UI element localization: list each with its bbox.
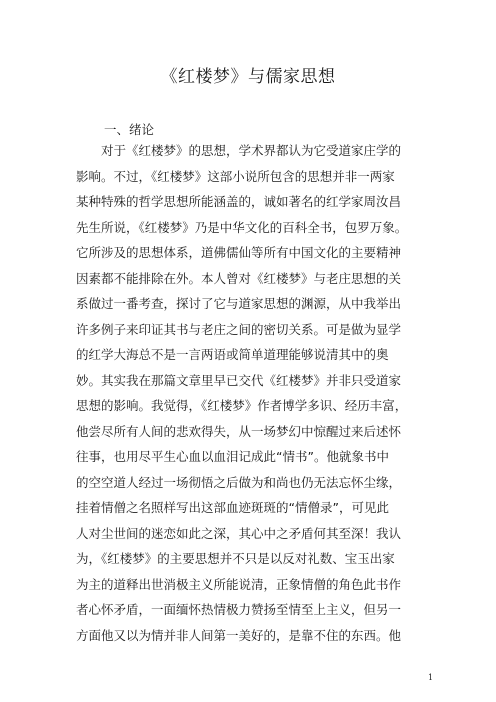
body-text [76, 138, 426, 648]
text-line: 思想的影响。我觉得，《红楼梦》作者博学多识、经历丰富， [76, 398, 408, 413]
text-line: 方面他又以为情并非人间第一美好的，是靠不住的东西。他 [76, 627, 402, 643]
page-number: 1 [428, 673, 434, 682]
text-line: 者心怀矛盾，一面缅怀热情极力赞扬至情至上主义，但另一 [76, 602, 402, 617]
text-line: 先生所说，《红楼梦》乃是中华文化的百科全书，包罗万象。 [76, 219, 408, 235]
text-line: 挂着情僧之名照样写出这部血迹斑斑的“情僧录”，可见此 [76, 500, 389, 515]
text-line: 的红学大海总不是一言两语或简单道理能够说清其中的奥 [76, 347, 389, 362]
text-line: 因素都不能排除在外。本人曾对《红楼梦》与老庄思想的关 [76, 270, 402, 286]
text-line: 人对尘世间的迷恋如此之深，其心中之矛盾何其至深！我认 [76, 525, 402, 541]
text-line: 妙。其实我在那篇文章里早已交代《红楼梦》并非只受道家 [76, 372, 402, 388]
text-line: 它所涉及的思想体系，道佛儒仙等所有中国文化的主要精神 [76, 245, 402, 260]
text-line: 许多例子来印证其书与老庄之间的密切关系。可是做为显学 [76, 321, 402, 337]
text-line: 系做过一番考查，探讨了它与道家思想的渊源，从中我举出 [76, 296, 402, 311]
text-line: 他尝尽所有人间的悲欢得失，从一场梦幻中惊醒过来后述怀 [76, 423, 402, 439]
text-line: 为主的道释出世消极主义所能说清，正象情僧的角色此书作 [76, 576, 402, 592]
text-line: 对于《红楼梦》的思想，学术界都认为它受道家庄学的 [101, 143, 402, 158]
text-line: 的空空道人经过一场彻悟之后做为和尚也仍无法忘怀尘缘， [76, 474, 402, 490]
text-line: 某种特殊的哲学思想所能涵盖的，诚如著名的红学家周汝昌 [76, 194, 402, 209]
document-title: 《红楼梦》与儒家思想 [160, 67, 336, 87]
section-heading: 一、绪论 [104, 122, 155, 137]
text-line: 往事，也用尽平生心血以血泪记成此“情书”。他就象书中 [76, 449, 389, 464]
text-line: 影响。不过，《红楼梦》这部小说所包含的思想并非一两家 [76, 168, 395, 184]
text-line: 为，《红楼梦》的主要思想并不只是以反对礼数、宝玉出家 [76, 551, 395, 566]
